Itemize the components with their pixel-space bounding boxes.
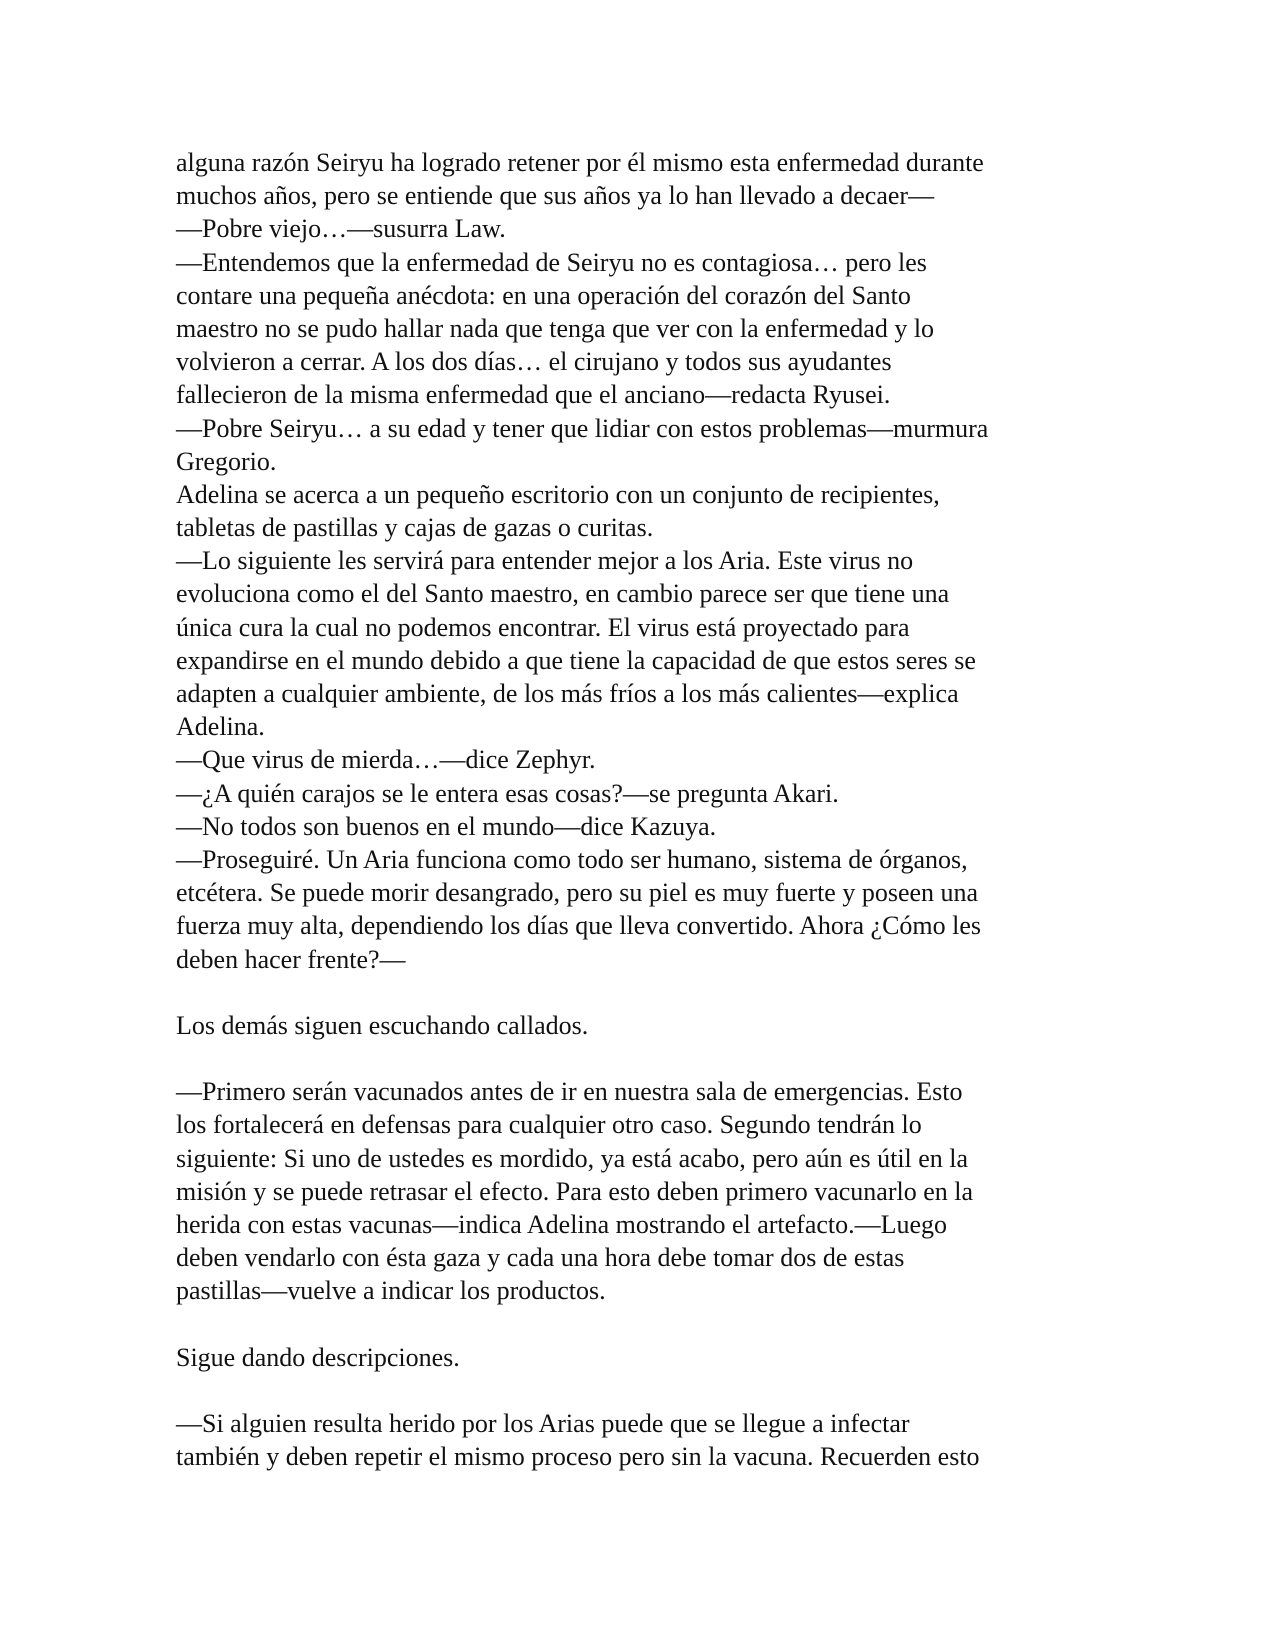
text-line: muchos años, pero se entiende que sus años ya lo han llevado a decaer— [176,181,935,211]
text-line: deben hacer frente?— [176,944,406,974]
text-line: deben vendarlo con ésta gaza y cada una hora debe tomar dos de estas [176,1243,905,1273]
text-line: adapten a cualquier ambiente, de los más fríos a los más calientes—explica [176,679,959,708]
text-line: —Entendemos que la enfermedad de Seiryu no es contagiosa… pero les [176,247,927,277]
text-line: volvieron a cerrar. A los dos días… el cirujano y todos sus ayudantes [176,347,892,377]
text-line: maestro no se pudo hallar nada que tenga que ver con la enfermedad y lo [176,313,935,343]
text-line: —¿A quién carajos se le entera esas cosas?—se pregunta Akari. [176,778,839,808]
text-line: los fortalecerá en defensas para cualquier otro caso. Segundo tendrán lo [176,1110,922,1140]
text-line: —Primero serán vacunados antes de ir en nuestra sala de emergencias. Esto [176,1077,963,1107]
blank-line [176,1308,1126,1341]
text-line: —Si alguien resulta herido por los Arias puede que se llegue a infectar [176,1409,910,1439]
text-line: —Pobre Seiryu… a su edad y tener que lidiar con estos problemas—murmura [176,413,989,443]
blank-line [176,1042,1126,1075]
text-line: etcétera. Se puede morir desangrado, pero su piel es muy fuerte y poseen una [176,878,979,908]
text-line: —Que virus de mierda…—dice Zephyr. [176,745,596,775]
text-line: —Lo siguiente les servirá para entender mejor a los Aria. Este virus no [176,546,914,576]
text-line: tabletas de pastillas y cajas de gazas o curitas. [176,513,654,543]
blank-line [176,976,1126,1009]
text-line: evoluciona como el del Santo maestro, en cambio parece ser que tiene una [176,579,950,609]
text-line: herida con estas vacunas—indica Adelina mostrando el artefacto.—Luego [176,1210,948,1239]
text-line: fallecieron de la misma enfermedad que el anciano—redacta Ryusei. [176,380,891,410]
text-line: Los demás siguen escuchando callados. [176,1010,589,1040]
text-line: alguna razón Seiryu ha logrado retener por él mismo esta enfermedad durante [176,148,984,177]
text-line: fuerza muy alta, dependiendo los días que lleva convertido. Ahora ¿Cómo les [176,911,982,941]
text-line: Adelina. [176,712,265,742]
document-body [176,146,1126,1474]
text-line: expandirse en el mundo debido a que tiene la capacidad de que estos seres se [176,645,976,675]
text-line: Adelina se acerca a un pequeño escritorio con un conjunto de recipientes, [176,479,940,509]
text-line: —Pobre viejo…—susurra Law. [176,214,506,244]
text-line: siguiente: Si uno de ustedes es mordido, ya está acabo, pero aún es útil en la [176,1143,969,1173]
text-line: Gregorio. [176,446,277,476]
text-line: —No todos son buenos en el mundo—dice Kazuya. [176,811,717,841]
blank-line [176,1374,1126,1407]
text-line: única cura la cual no podemos encontrar. El virus está proyectado para [176,612,910,642]
text-line: Sigue dando descripciones. [176,1342,460,1372]
text-line: —Proseguiré. Un Aria funciona como todo ser humano, sistema de órganos, [176,844,968,874]
text-line: contare una pequeña anécdota: en una operación del corazón del Santo [176,280,911,310]
text-line: misión y se puede retrasar el efecto. Para esto deben primero vacunarlo en la [176,1176,973,1206]
text-line: pastillas—vuelve a indicar los productos. [176,1276,606,1306]
text-line: también y deben repetir el mismo proceso pero sin la vacuna. Recuerden esto [176,1442,980,1472]
